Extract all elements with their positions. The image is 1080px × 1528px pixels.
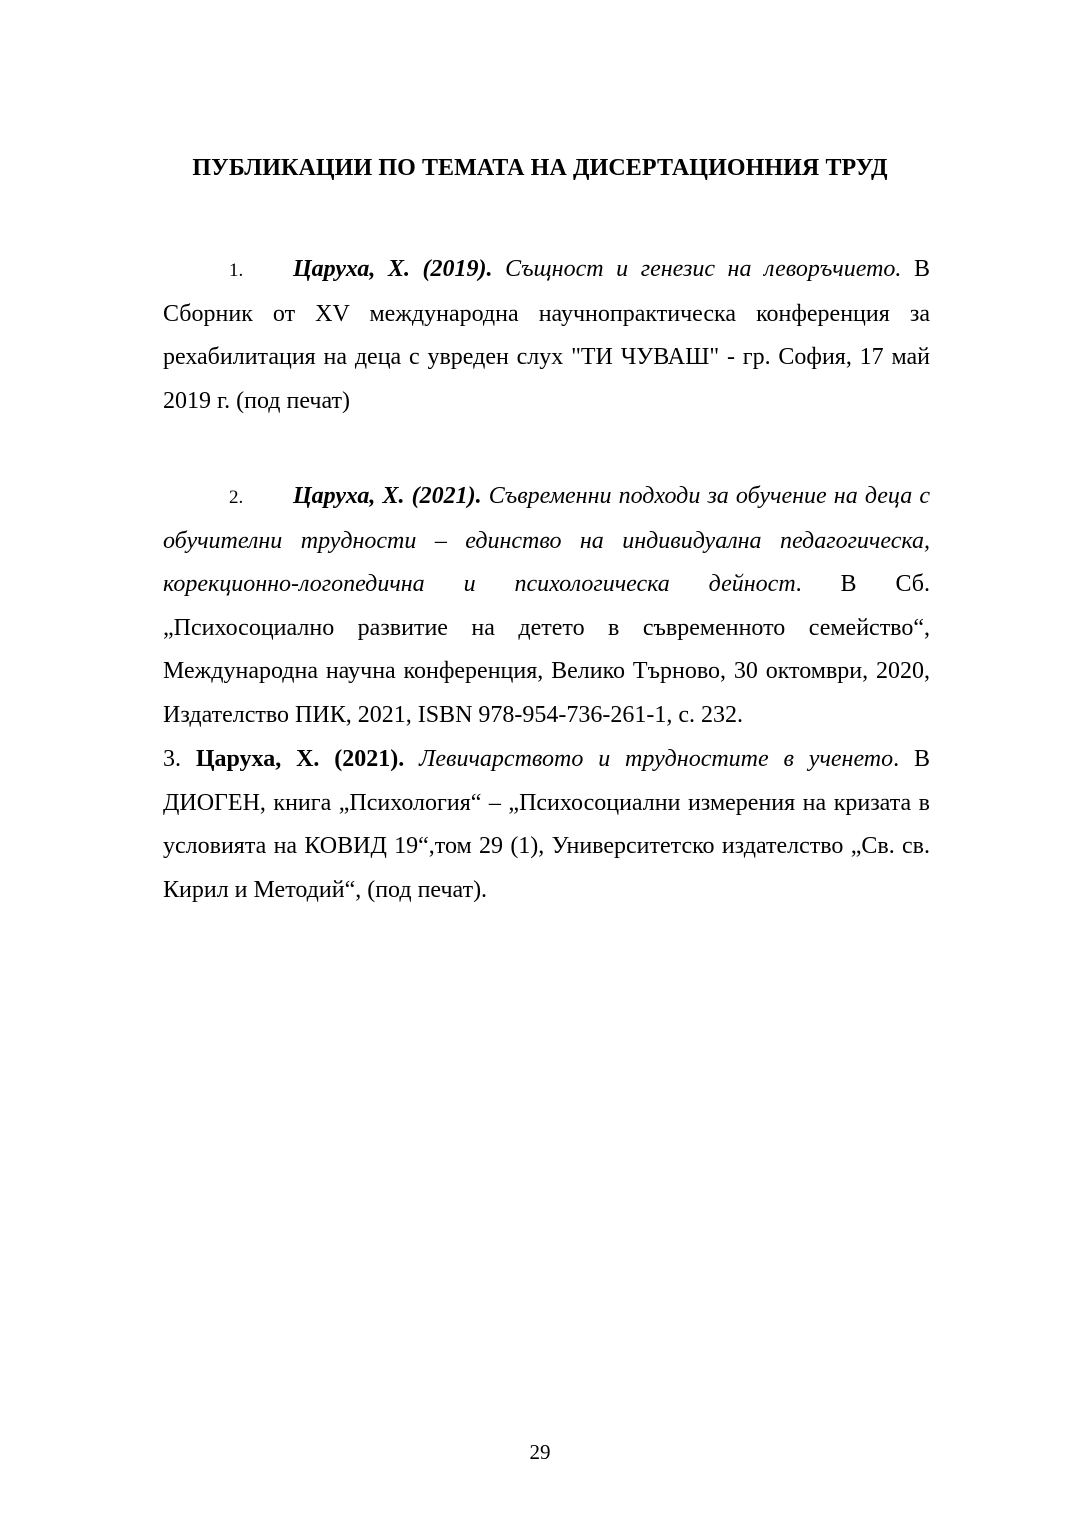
publication-item xyxy=(163,248,930,423)
publication-title: Съвременни подходи за обучение на деца с обучителни трудности – единство на индивидуална педагогическа, корекционно-логопедична и психологическа дейност xyxy=(163,483,930,597)
publication-author: Царуха, Х. (2021). xyxy=(293,483,482,509)
page-title: ПУБЛИКАЦИИ ПО ТЕМАТА НА ДИСЕРТАЦИОННИЯ ТРУД xyxy=(192,155,888,181)
publication-details: . В ДИОГЕН, книга „Психология“ – „Психосоциални измерения на кризата в условията на КОВИД 19“,том 29 (1), Университетско издателство „Св. св. Кирил и Методий“, (под печат). xyxy=(163,746,930,903)
publication-number: 2. xyxy=(229,487,244,508)
publication-author: Царуха, Х. (2021). xyxy=(195,746,405,772)
page-number: 29 xyxy=(529,1440,551,1464)
publication-details: . В Сб. „Психосоциално развитие на детето в съвременното семейство“, Международна научна конференция, Велико Търново, 30 октомври, 2020, Издателство ПИК, 2021, ISBN 978-954-736-261-1, с. 232. xyxy=(163,571,930,728)
publication-number: 1. xyxy=(229,260,244,281)
publication-item xyxy=(163,738,930,912)
publication-title: Същност и генезис на леворъчието. xyxy=(505,256,902,282)
publication-item xyxy=(163,475,930,737)
publication-details: В Сборник от XV международна научнопрактическа конференция за рехабилитация на деца с увреден слух "ТИ ЧУВАШ" - гр. София, 17 май 2019 г. (под печат) xyxy=(163,256,930,414)
publication-title: Левичарството и трудностите в ученето xyxy=(419,746,894,772)
publication-number: 3. xyxy=(163,746,181,772)
publication-author: Царуха, Х. (2019). xyxy=(293,256,493,282)
